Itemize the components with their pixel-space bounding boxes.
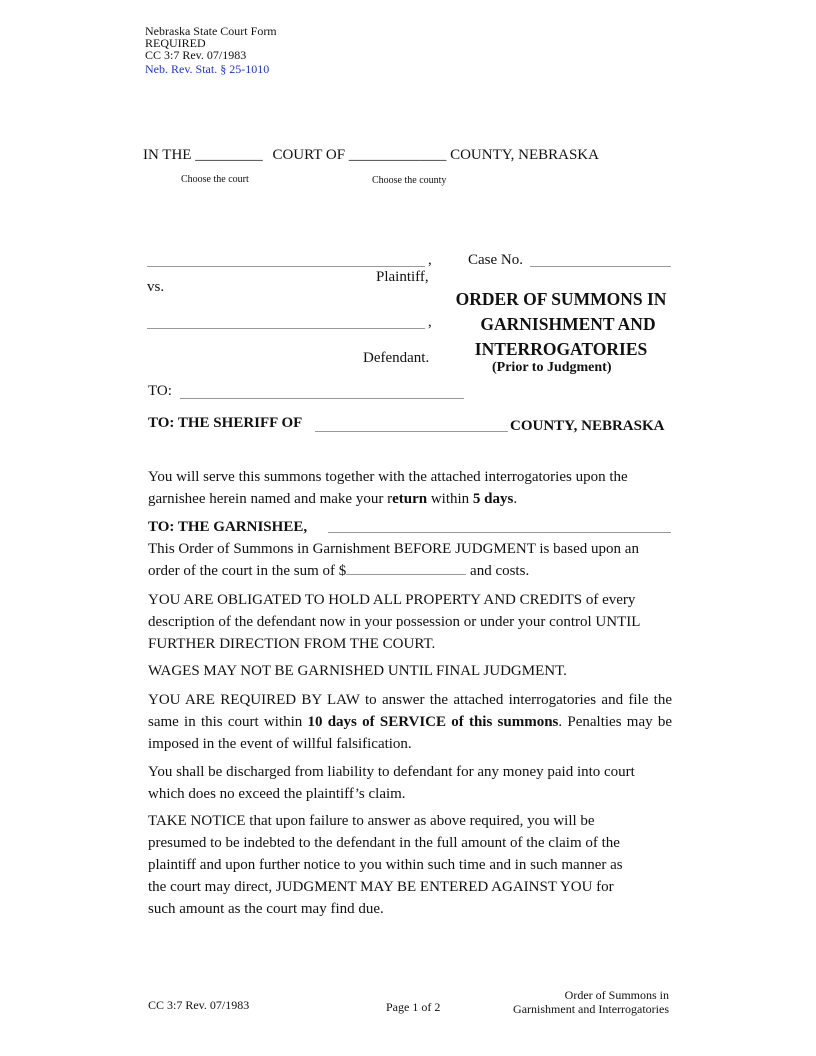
sheriff-county-label: COUNTY, NEBRASKA: [510, 418, 665, 434]
title-subtitle: (Prior to Judgment): [492, 360, 612, 375]
defendant-name-field[interactable]: [147, 328, 425, 329]
required-penalties: . Penalties may be imposed in the event of willful falsification.: [148, 714, 672, 752]
footer-doc-title-2: Garnishment and Interrogatories: [513, 1002, 669, 1016]
notice-paragraph: [148, 810, 672, 920]
serve-text: You will serve this summons together with the attached interrogatories upon the garnishee herein named and make your r: [148, 469, 628, 507]
title-line-3: INTERROGATORIES: [474, 339, 648, 359]
choose-court-hint: Choose the court: [181, 174, 249, 185]
sheriff-label: TO: THE SHERIFF OF: [148, 415, 303, 431]
in-the-label: IN THE: [143, 147, 192, 163]
wages-text: WAGES MAY NOT BE GARNISHED UNTIL FINAL JUDGMENT.: [148, 663, 567, 679]
notice-line-5: such amount as the court may find due.: [148, 901, 384, 917]
discharged-text: You shall be discharged from liability to defendant for any money paid into court which does no exceed the plaintiff’s claim.: [148, 764, 635, 802]
form-required: REQUIRED: [145, 36, 206, 50]
serve-within: within: [427, 491, 473, 507]
court-line: [143, 147, 599, 164]
choose-county-hint: Choose the county: [372, 175, 447, 186]
serve-paragraph: [148, 466, 672, 510]
plaintiff-comma: ,: [428, 252, 432, 268]
footer-page-number: Page 1 of 2: [386, 1000, 441, 1014]
case-no-label: Case No.: [468, 252, 523, 268]
court-select[interactable]: _________: [195, 147, 263, 163]
serve-return-bold: eturn: [392, 491, 428, 507]
amount-field[interactable]: [346, 560, 466, 575]
vs-label: vs.: [147, 279, 165, 295]
obligated-text: YOU ARE OBLIGATED TO HOLD ALL PROPERTY AND CREDITS of every description of the defendant now in your possession or under your control UNTIL FURTHER DIRECTION FROM THE COURT.: [148, 592, 640, 652]
to-name-field[interactable]: [180, 398, 464, 399]
defendant-label: Defendant.: [363, 350, 430, 366]
required-paragraph: [148, 689, 672, 755]
title-line-2: GARNISHMENT AND: [480, 314, 656, 334]
court-of-label: COURT OF: [272, 147, 346, 163]
required-text: YOU ARE REQUIRED BY LAW to answer the attached interrogatories and file the same in this court within: [148, 692, 672, 730]
serve-days-bold: 5 days: [472, 491, 514, 507]
discharged-paragraph: [148, 761, 672, 805]
order-text: This Order of Summons in Garnishment BEFORE JUDGMENT is based upon an order of the court in the sum of $: [148, 541, 639, 579]
county-select[interactable]: _____________: [348, 147, 447, 163]
footer-form-id: CC 3:7 Rev. 07/1983: [148, 998, 250, 1012]
sheriff-county-field[interactable]: [315, 431, 508, 432]
garnishee-name-field[interactable]: [328, 532, 671, 533]
notice-line-2: presumed to be indebted to the defendant in the full amount of the claim of the: [148, 835, 620, 851]
obligated-paragraph: [148, 589, 672, 655]
case-no-field[interactable]: [530, 266, 671, 267]
defendant-comma: ,: [428, 314, 432, 330]
plaintiff-label: Plaintiff,: [376, 269, 429, 285]
notice-line-3: plaintiff and upon further notice to you within such time and in such manner as: [148, 857, 623, 873]
garnishee-label: TO: THE GARNISHEE,: [148, 519, 308, 535]
to-label: TO:: [148, 383, 172, 399]
serve-period: .: [513, 491, 518, 507]
required-bold: 10 days of SERVICE of this summons: [307, 714, 559, 730]
wages-paragraph: [148, 660, 672, 682]
title-line-1: ORDER OF SUMMONS IN: [455, 289, 667, 309]
order-costs: and costs.: [466, 563, 530, 579]
form-source: Nebraska State Court Form: [145, 24, 277, 38]
order-paragraph: [148, 538, 672, 582]
plaintiff-name-field[interactable]: [147, 266, 425, 267]
form-id: CC 3:7 Rev. 07/1983: [145, 48, 247, 62]
notice-line-4: the court may direct, JUDGMENT MAY BE ENTERED AGAINST YOU for: [148, 879, 614, 895]
statute-link[interactable]: Neb. Rev. Stat. § 25-1010: [145, 62, 270, 76]
footer-doc-title-1: Order of Summons in: [564, 988, 669, 1002]
notice-line-1: TAKE NOTICE that upon failure to answer as above required, you will be: [148, 813, 595, 829]
county-nebraska-label: COUNTY, NEBRASKA: [450, 147, 599, 163]
